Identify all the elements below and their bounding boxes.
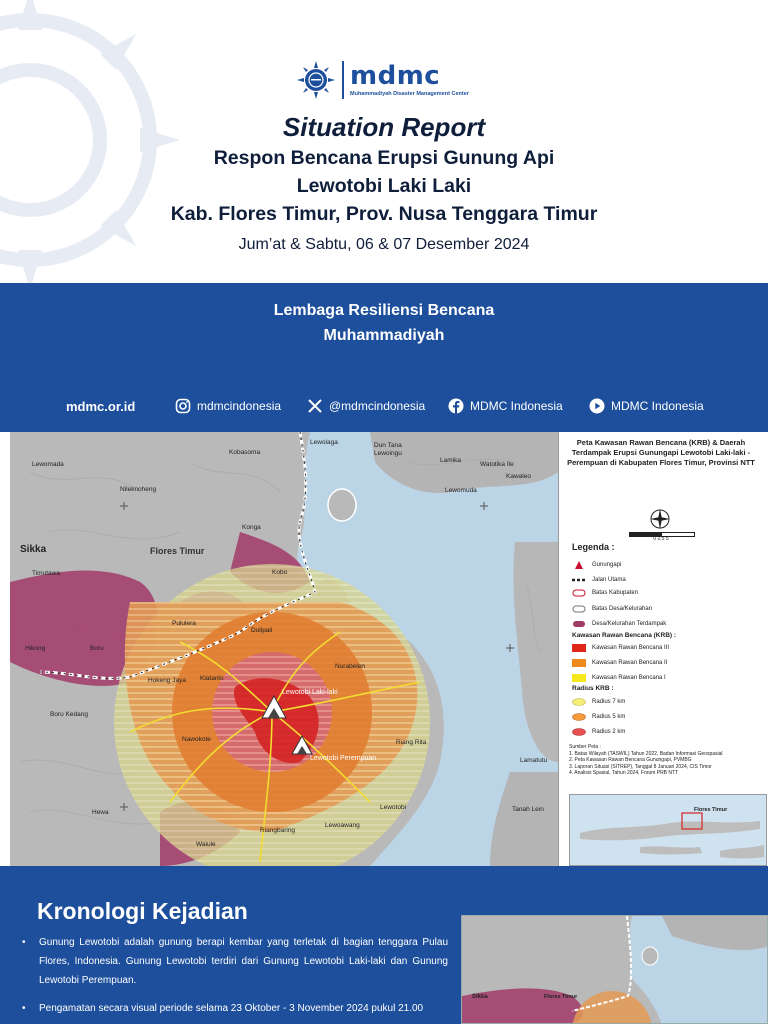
label-lewoawang: Lewoawang — [325, 822, 360, 829]
facebook-label: MDMC Indonesia — [470, 399, 563, 413]
kronologi-bullet-1 — [22, 933, 448, 990]
label-perempuan: Lewotobi Perempuan — [310, 755, 377, 762]
label-pululera: Pululera — [172, 620, 196, 627]
label-boru: Boru — [90, 645, 104, 652]
mdmc-logo — [296, 58, 469, 102]
instagram-icon — [175, 398, 191, 414]
legend-label: Kawasan Rawan Bencana III — [592, 645, 670, 651]
subtitle-line-1: Respon Bencana Erupsi Gunung Api — [213, 147, 555, 169]
legend-radius-5 — [572, 712, 625, 722]
label-lewolaga: Lewolaga — [310, 439, 338, 446]
bullet-text: Gunung Lewotobi adalah gunung berapi kembar yang terletak di bagian tenggara Pulau Flores, Indonesia. Gunung Lewotobi terdiri dari Gunung Lewotobi Laki-laki dan Gunung Lewotobi Perempuan. — [39, 937, 448, 986]
logo-divider — [342, 61, 344, 99]
kronologi-section — [0, 866, 768, 1024]
bullet-dot: • — [22, 1003, 26, 1014]
organization-band — [0, 283, 768, 432]
label-nurabelen: Nurabelen — [335, 663, 365, 670]
radius-7-swatch — [572, 698, 586, 706]
sources-heading: Sumber Peta : — [569, 744, 601, 750]
label-nilekrokong: Nileknoheng — [120, 486, 157, 493]
youtube-icon — [589, 398, 605, 414]
label-lewomada: Lewomada — [32, 461, 64, 468]
label-timutawa: Timutawa — [32, 570, 60, 577]
legend-label: Desa/Kelurahan Terdampak — [592, 621, 667, 627]
subtitle-line-3: Kab. Flores Timur, Prov. Nusa Tenggara Timur — [170, 203, 598, 225]
label-flores-timur: Flores Timur — [150, 546, 205, 556]
label-kobo: Kobo — [272, 569, 288, 576]
label-dulipali: Dulipali — [251, 627, 273, 634]
inset-map — [569, 794, 767, 866]
kronologi-title: Kronologi Kejadian — [37, 898, 248, 924]
instagram-link[interactable] — [175, 396, 281, 416]
label-hewa: Hewa — [92, 809, 109, 816]
compass-icon — [649, 508, 671, 530]
facebook-link[interactable] — [448, 396, 563, 416]
legend-item-terdampak — [572, 619, 666, 629]
scale-labels: 0 2,5 5 — [653, 536, 669, 542]
legend-radius-7 — [572, 697, 625, 707]
krb-map — [10, 432, 558, 866]
legend-label: Jalan Utama — [592, 577, 626, 583]
label-boru-kedang: Boru Kedang — [50, 711, 88, 718]
map-sources — [569, 744, 759, 777]
affected-village-icon — [572, 620, 586, 628]
thumb-label-sikka: Sikka — [472, 994, 488, 1000]
legend-krb-3 — [572, 643, 669, 653]
label-kobasoma: Kobasoma — [229, 449, 261, 456]
organization-line-1: Lembaga Resiliensi Bencana — [273, 302, 495, 319]
label-watotika: Watotika Ile — [480, 461, 514, 468]
legend-label: Radius 7 km — [592, 699, 626, 705]
logo-subtitle: Muhammadiyah Disaster Management Center — [350, 91, 469, 97]
krb-heading: Kawasan Rawan Bencana (KRB) : — [572, 632, 677, 639]
legend-item-gunungapi — [572, 560, 621, 570]
legend-krb-1 — [572, 673, 666, 683]
report-header — [0, 0, 768, 283]
x-label: @mdmcindonesia — [329, 399, 426, 413]
website-link[interactable]: mdmc.or.id — [66, 398, 136, 414]
label-lewoingu: Lewoingu — [374, 450, 402, 457]
youtube-link[interactable] — [589, 396, 704, 416]
radius-5-swatch — [572, 713, 586, 721]
district-boundary-icon — [572, 589, 586, 597]
label-lewomuda: Lewomuda — [445, 487, 477, 494]
label-laki-laki: Lewotobi Laki-laki — [282, 689, 338, 696]
logo-wordmark: mdmc — [350, 61, 441, 91]
legend-label: Radius 2 km — [592, 729, 626, 735]
krb-3-swatch — [572, 644, 586, 652]
facebook-icon — [448, 398, 464, 414]
legend-label: Gunungapi — [592, 562, 622, 568]
legend-label: Radius 5 km — [592, 714, 626, 720]
thumb-label-flores: Flores Timur — [544, 994, 578, 1000]
legend-item-batas-kab — [572, 588, 638, 598]
legend-label: Batas Desa/Kelurahan — [592, 606, 653, 612]
source-line: 1. Batas Wilayah (TASWIL) Tahun 2022, Badan Informasi Geospasial — [569, 750, 723, 757]
label-hokeng-jaya: Hokeng Jaya — [148, 677, 186, 684]
source-line: 2. Peta Kawasan Rawan Bencana Gunungapi, PVMBG — [569, 757, 692, 763]
label-hikong: Hikong — [25, 645, 46, 652]
radius-heading: Radius KRB : — [572, 685, 614, 692]
muhammadiyah-sun-icon — [296, 60, 336, 100]
village-boundary-icon — [572, 605, 586, 613]
krb-1-swatch — [572, 674, 586, 682]
label-konga: Konga — [242, 524, 261, 531]
map-legend — [558, 432, 768, 866]
inset-label: Flores Timur — [694, 807, 728, 813]
map-thumbnail — [461, 915, 768, 1024]
legend-label: Batas Kabupaten — [592, 590, 639, 596]
inset-map-canvas — [570, 795, 766, 865]
bullet-text: Pengamatan secara visual periode selama 23 Oktober - 3 November 2024 pukul 21.00 — [39, 1003, 424, 1014]
road-icon — [572, 576, 586, 584]
label-klatanlo: Klatanlo — [200, 675, 224, 682]
label-sikka: Sikka — [20, 544, 47, 555]
organization-line-2: Muhammadiyah — [323, 327, 445, 344]
legend-item-batas-desa — [572, 604, 652, 614]
legend-heading: Legenda : — [572, 542, 615, 552]
legend-radius-2 — [572, 727, 625, 737]
legend-map-title: Peta Kawasan Rawan Bencana (KRB) & Daerah Terdampak Erupsi Gunungapi Lewotobi Laki-laki - Perempuan di Kabupaten Flores Timur, Provinsi NTT — [567, 438, 755, 467]
source-line: 3. Laporan Situasi (SITREP), Tanggal 8 Januari 2024, CIS Timor — [569, 763, 712, 770]
legend-label: Kawasan Rawan Bencana II — [592, 660, 668, 666]
x-icon — [307, 398, 323, 414]
label-nawokote: Nawokote — [182, 736, 211, 743]
instagram-label: mdmcindonesia — [197, 399, 282, 413]
organization-name — [0, 298, 768, 348]
krb-2-swatch — [572, 659, 586, 667]
youtube-label: MDMC Indonesia — [611, 399, 704, 413]
label-riangbaring: Riangbaring — [260, 827, 296, 834]
label-lewotobi: Lewotobi — [380, 804, 407, 811]
label-waiule: Waiule — [196, 841, 216, 848]
label-tanah-lein: Tanah Lein — [512, 806, 544, 813]
label-lamatutu: Lamatutu — [520, 757, 548, 764]
thumbnail-canvas — [462, 916, 768, 1024]
report-date: Jum’at & Sabtu, 06 & 07 Desember 2024 — [238, 236, 530, 253]
report-title: Situation Report — [282, 112, 486, 142]
map-canvas — [10, 432, 558, 866]
label-lamika: Lamika — [440, 457, 461, 464]
subtitle-line-2: Lewotobi Laki Laki — [296, 175, 472, 197]
label-kawaleo: Kawaleo — [506, 473, 531, 480]
label-riang-rita: Riang Rita — [396, 739, 427, 746]
label-dun-tana: Dun Tana — [374, 442, 402, 449]
kronologi-bullet-2 — [22, 999, 448, 1018]
legend-krb-2 — [572, 658, 667, 668]
x-link[interactable] — [307, 396, 425, 416]
bullet-dot: • — [22, 937, 26, 948]
radius-2-swatch — [572, 728, 586, 736]
legend-item-jalan — [572, 575, 626, 585]
legend-label: Kawasan Rawan Bencana I — [592, 675, 666, 681]
volcano-icon — [572, 561, 586, 569]
source-line: 4. Analisis Spasial, Tahun 2024, Forum PRB NTT — [569, 770, 679, 776]
